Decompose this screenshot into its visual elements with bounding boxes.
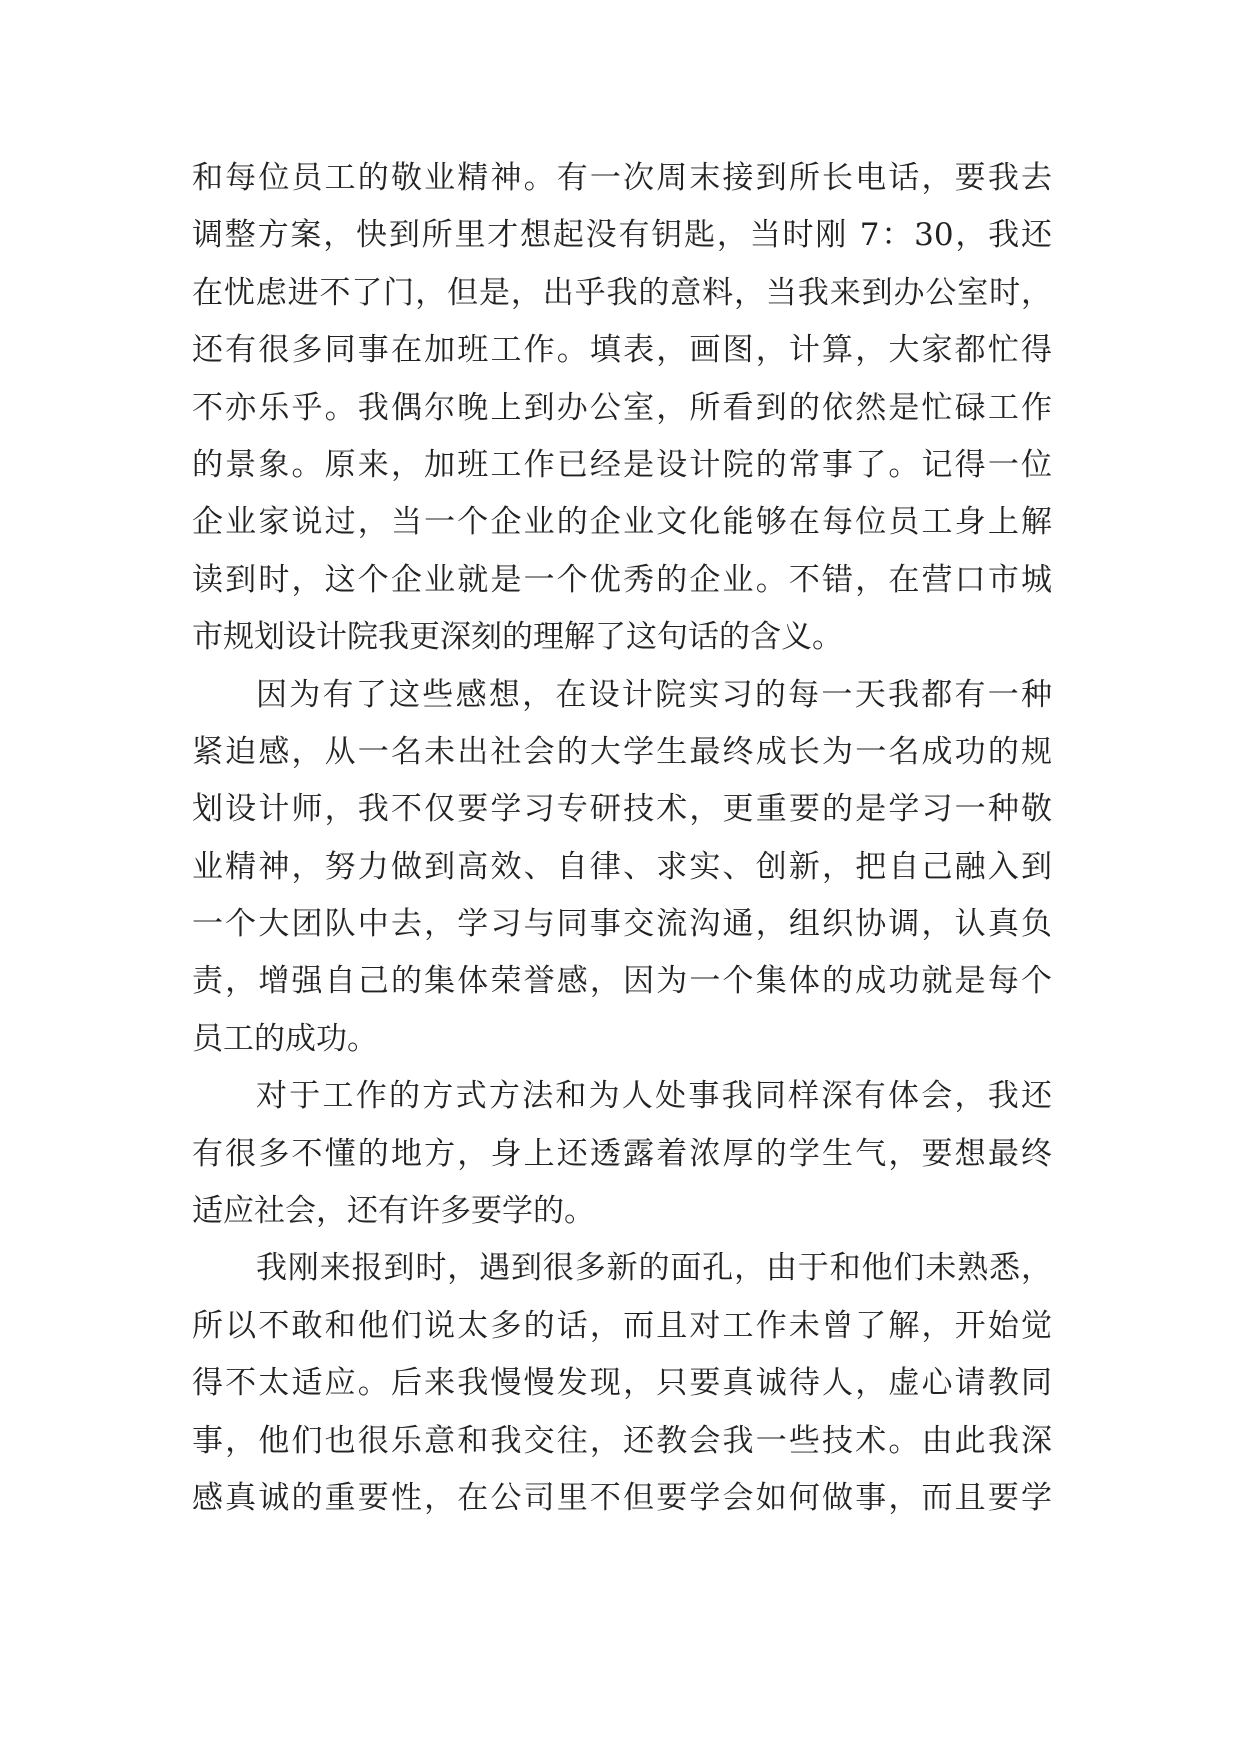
paragraph [192,150,1052,667]
document-body [192,150,1052,1527]
text-line: 得不太适应。后来我慢慢发现，只要真诚待人，虚心请教同 [192,1365,1052,1402]
text-line: 还有很多同事在加班工作。填表，画图，计算，大家都忙得 [192,332,1052,369]
paragraph [192,1240,1052,1527]
text-line: 调整方案，快到所里才想起没有钥匙，当时刚 7：30，我还 [192,217,1052,254]
text-line: 业精神，努力做到高效、自律、求实、创新，把自己融入到 [192,848,1052,885]
text-line: 在忧虑进不了门，但是，出乎我的意料，当我来到办公室时， [192,274,1052,311]
text-line: 和每位员工的敬业精神。有一次周末接到所长电话，要我去 [192,160,1052,196]
text-line: 员工的成功。 [192,1020,378,1057]
text-line: 不亦乐乎。我偶尔晚上到办公室，所看到的依然是忙碌工作 [192,389,1052,426]
text-line: 感真诚的重要性，在公司里不但要学会如何做事，而且要学 [192,1479,1052,1516]
text-line: 责，增强自己的集体荣誉感，因为一个集体的成功就是每个 [192,963,1052,1000]
text-line: 对于工作的方式方法和为人处事我同样深有体会，我还 [256,1078,1052,1115]
text-line: 企业家说过，当一个企业的企业文化能够在每位员工身上解 [192,504,1052,541]
paragraph [192,667,1052,1069]
paragraph [192,1068,1052,1240]
text-line: 市规划设计院我更深刻的理解了这句话的含义。 [192,619,843,656]
text-line: 因为有了这些感想，在设计院实习的每一天我都有一种 [256,676,1052,713]
text-line: 划设计师，我不仅要学习专研技术，更重要的是学习一种敬 [192,791,1052,828]
text-line: 紧迫感，从一名未出社会的大学生最终成长为一名成功的规 [192,733,1052,770]
text-line: 读到时，这个企业就是一个优秀的企业。不错，在营口市城 [192,561,1052,598]
text-line: 所以不敢和他们说太多的话，而且对工作未曾了解，开始觉 [192,1307,1052,1344]
text-line: 事，他们也很乐意和我交往，还教会我一些技术。由此我深 [192,1422,1052,1459]
text-line: 适应社会，还有许多要学的。 [192,1193,595,1230]
text-line: 一个大团队中去，学习与同事交流沟通，组织协调，认真负 [192,906,1052,943]
text-line: 我刚来报到时，遇到很多新的面孔，由于和他们未熟悉， [256,1250,1052,1287]
text-line: 的景象。原来，加班工作已经是设计院的常事了。记得一位 [192,446,1052,483]
text-line: 有很多不懂的地方，身上还透露着浓厚的学生气，要想最终 [192,1135,1052,1172]
